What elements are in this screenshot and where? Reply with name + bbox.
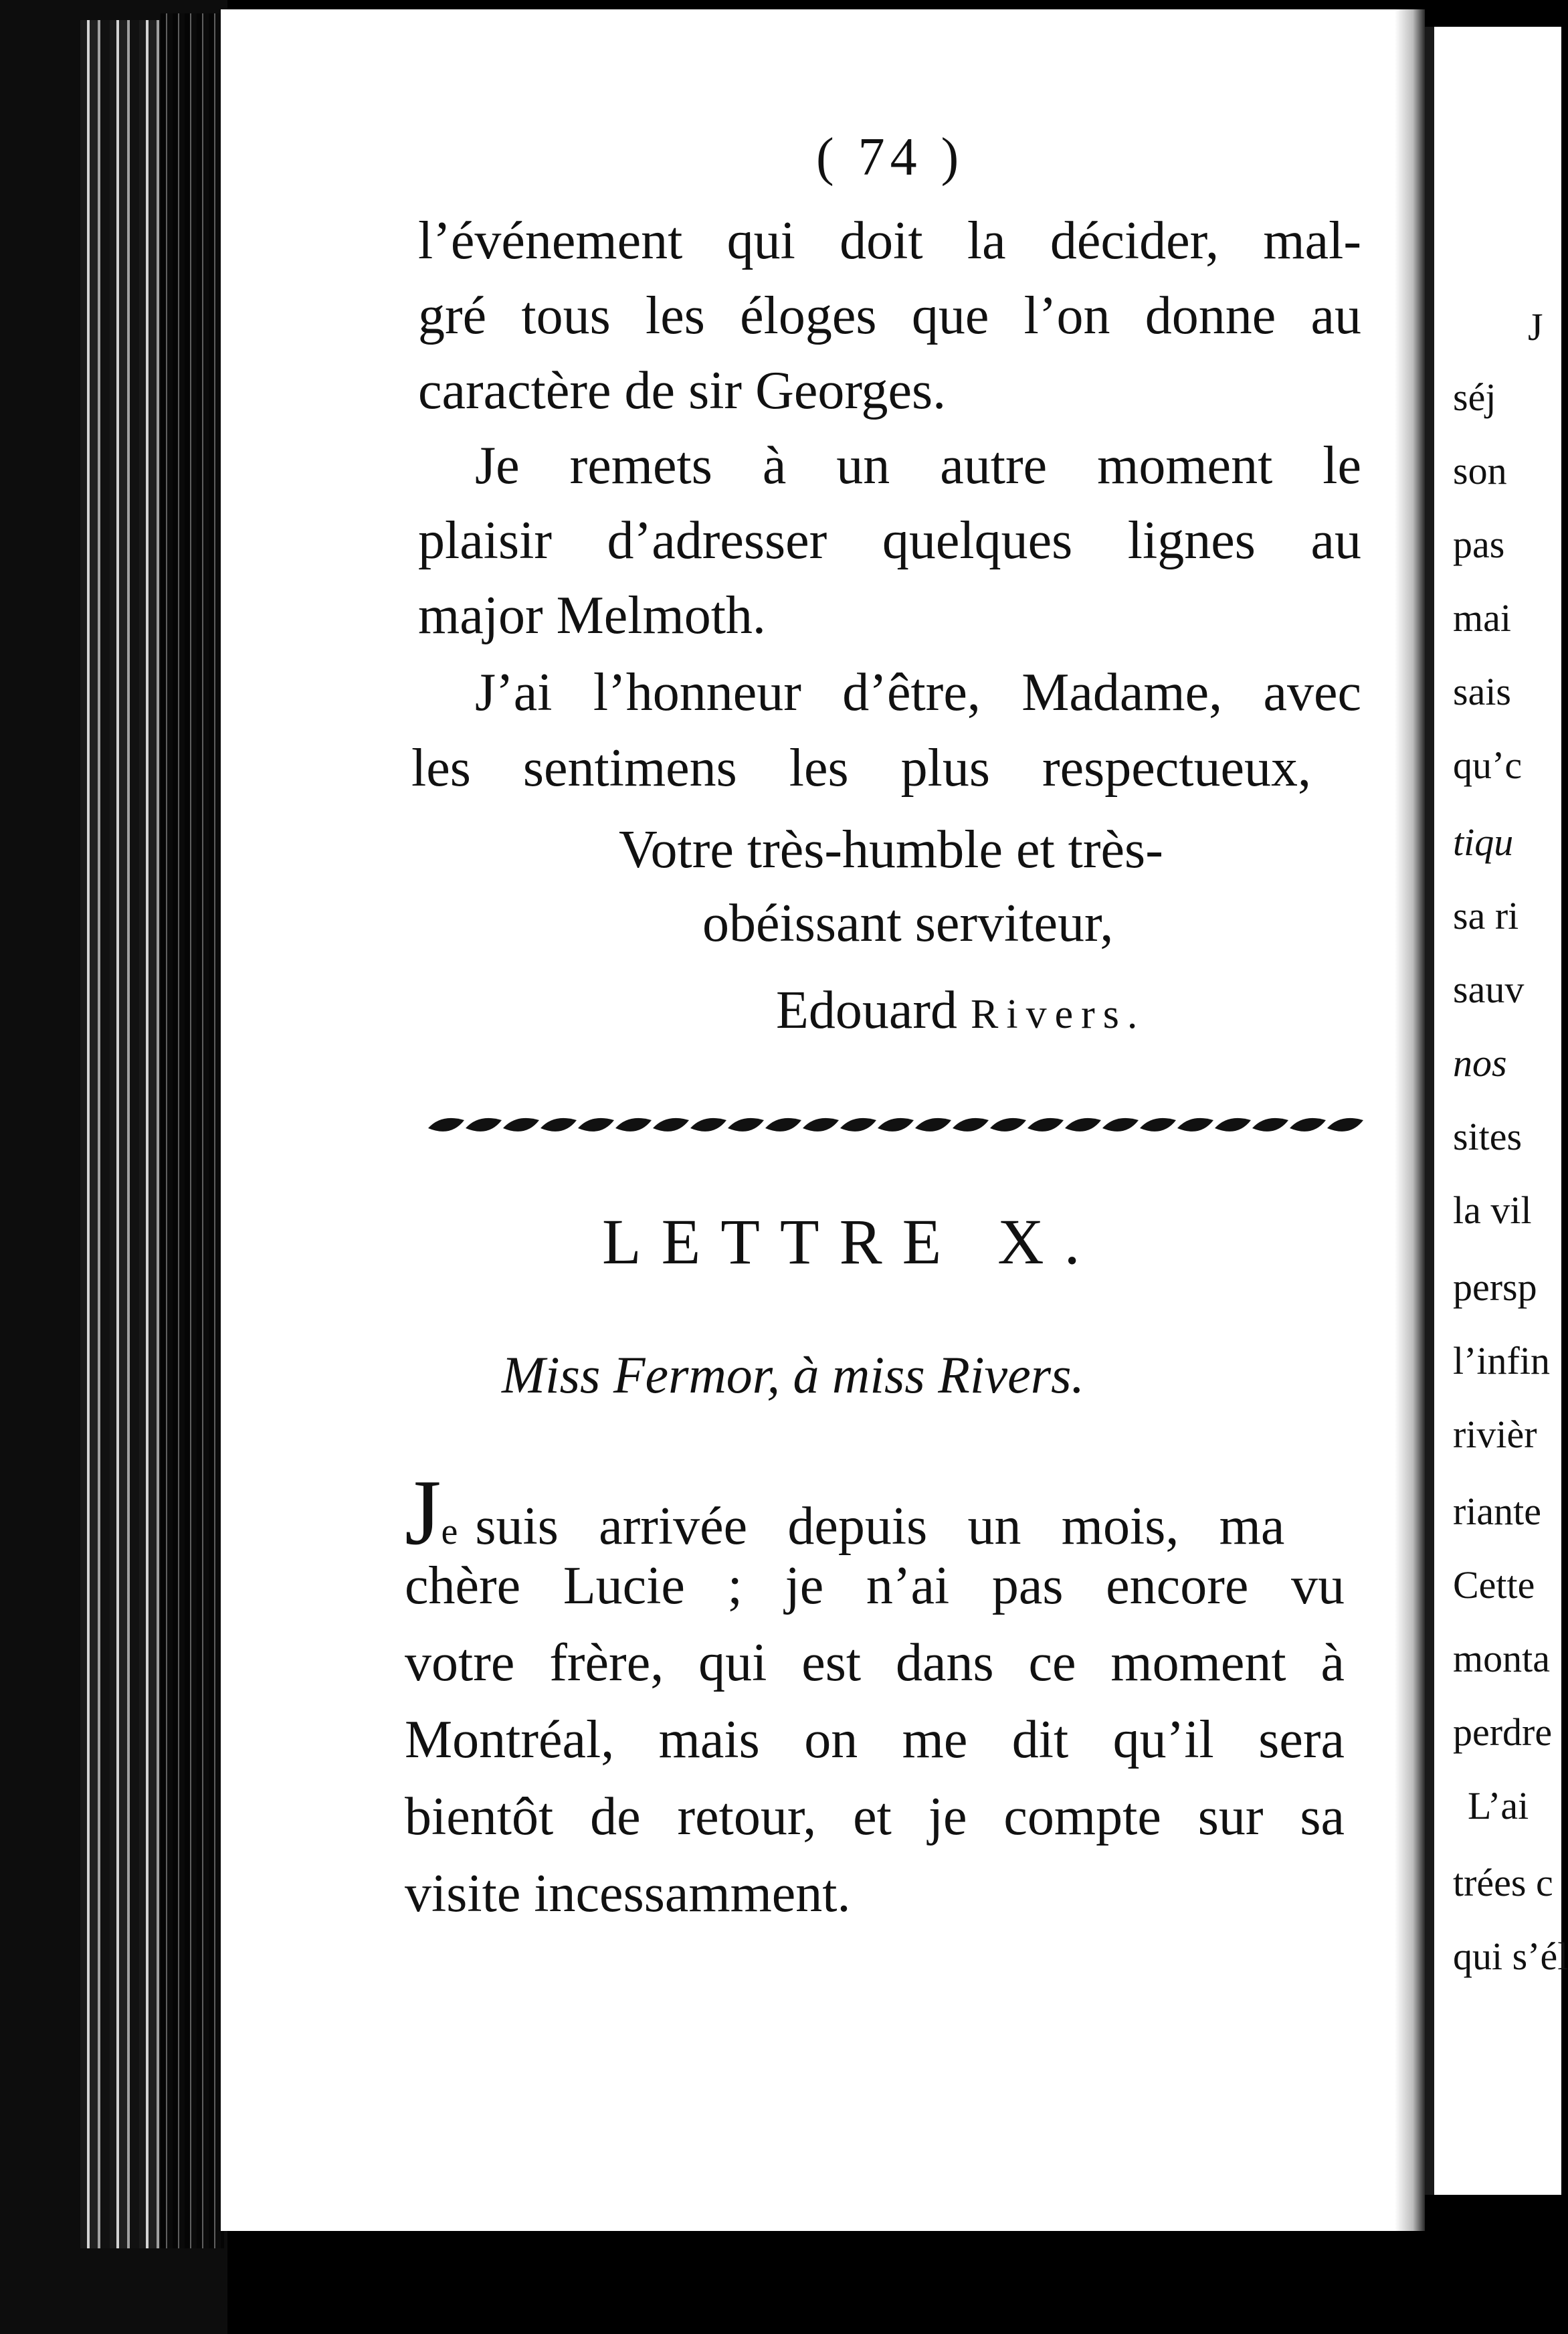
- closing-line: obéissant serviteur,: [702, 894, 1114, 953]
- ornament-link: [1177, 1118, 1213, 1132]
- text-line: bientôt de retour, et je compte sur sa: [405, 1787, 1345, 1846]
- facing-fragment: riante: [1453, 1490, 1542, 1533]
- ornament-link: [466, 1118, 502, 1132]
- ornament-link: [765, 1118, 801, 1132]
- signature: [776, 980, 1145, 1041]
- drop-cap-continuation: e: [441, 1511, 462, 1552]
- facing-fragment: trées c: [1453, 1861, 1553, 1904]
- text-line: visite incessamment.: [405, 1864, 851, 1923]
- ornament-link: [1290, 1118, 1326, 1132]
- ornament-link: [615, 1118, 652, 1132]
- ornament-link: [990, 1118, 1026, 1132]
- text-line: votre frère, qui est dans ce moment à: [405, 1633, 1345, 1692]
- facing-fragment: sites: [1453, 1115, 1523, 1158]
- facing-fragment: sais: [1453, 670, 1511, 713]
- text-line: gré tous les éloges que l’on donne au: [418, 286, 1361, 345]
- facing-fragment: monta: [1453, 1637, 1550, 1680]
- facing-fragment: sauv: [1453, 968, 1525, 1011]
- ornamental-divider: [421, 1111, 1358, 1140]
- facing-fragment: la vil: [1453, 1188, 1532, 1232]
- facing-fragment: pas: [1453, 523, 1505, 566]
- text-line: l’événement qui doit la décider, mal-: [418, 211, 1361, 270]
- page-number: ( 74 ): [816, 128, 965, 187]
- first-line-text: suis arrivée depuis un mois, ma: [475, 1497, 1285, 1556]
- ornament-link: [1215, 1118, 1251, 1132]
- facing-fragment: séj: [1453, 375, 1496, 419]
- ornament-link: [803, 1118, 839, 1132]
- ornament-link: [1327, 1118, 1363, 1132]
- facing-fragment: tiqu: [1453, 820, 1514, 864]
- ornament-link: [1065, 1118, 1101, 1132]
- facing-fragment: son: [1453, 449, 1507, 492]
- letter-subtitle: Miss Fermor, à miss Rivers.: [502, 1346, 1084, 1404]
- spine-shadow: [161, 13, 224, 2248]
- text-line: major Melmoth.: [418, 586, 766, 645]
- closing-line: Votre très-humble et très-: [619, 820, 1163, 879]
- gutter-shadow: [1395, 9, 1425, 2231]
- ornament-link: [541, 1118, 577, 1132]
- facing-fragment: nos: [1453, 1041, 1507, 1085]
- facing-fragment: mai: [1453, 596, 1511, 640]
- signature-surname: Rivers.: [971, 992, 1146, 1037]
- ornament-link: [728, 1118, 764, 1132]
- ornament-link: [915, 1118, 951, 1132]
- text-line: Montréal, mais on me dit qu’il sera: [405, 1710, 1345, 1769]
- text-line: Je remets à un autre moment le: [475, 436, 1361, 495]
- ornament-link: [578, 1118, 614, 1132]
- text-line: caractère de sir Georges.: [418, 361, 947, 420]
- text-line: chère Lucie ; je n’ai pas encore vu: [405, 1556, 1345, 1615]
- facing-fragment: perdre: [1453, 1710, 1553, 1754]
- drop-cap: J: [405, 1461, 442, 1564]
- ornament-link: [428, 1118, 464, 1132]
- ornament-link: [878, 1118, 914, 1132]
- facing-fragment: Cette: [1453, 1563, 1535, 1607]
- ornament-link: [1252, 1118, 1288, 1132]
- letter-first-line: [405, 1461, 1348, 1564]
- facing-page: [1425, 27, 1568, 2195]
- letter-title: LETTRE X.: [602, 1206, 1100, 1277]
- ornament-link: [953, 1118, 989, 1132]
- facing-fragment: qui s’él: [1453, 1935, 1568, 1978]
- text-line: plaisir d’adresser quelques lignes au: [418, 511, 1361, 570]
- ornament-link: [1027, 1118, 1064, 1132]
- facing-fragment: qu’c: [1453, 743, 1523, 787]
- facing-fragment: L’ai: [1468, 1784, 1529, 1827]
- facing-fragment: sa ri: [1453, 894, 1519, 937]
- text-line: J’ai l’honneur d’être, Madame, avec: [475, 663, 1361, 722]
- ornament-link: [1140, 1118, 1176, 1132]
- text-line: les sentimens les plus respectueux,: [411, 739, 1311, 798]
- ornament-link: [1102, 1118, 1139, 1132]
- ornament-link: [653, 1118, 689, 1132]
- ornament-link: [840, 1118, 876, 1132]
- signature-first-name: Edouard: [776, 981, 958, 1040]
- facing-fragment: persp: [1453, 1265, 1537, 1309]
- ornament-link: [503, 1118, 539, 1132]
- facing-fragment: rivièr: [1453, 1413, 1537, 1456]
- facing-fragment: l’infin: [1453, 1339, 1550, 1382]
- ornament-link: [690, 1118, 726, 1132]
- facing-fragment: J: [1528, 305, 1543, 349]
